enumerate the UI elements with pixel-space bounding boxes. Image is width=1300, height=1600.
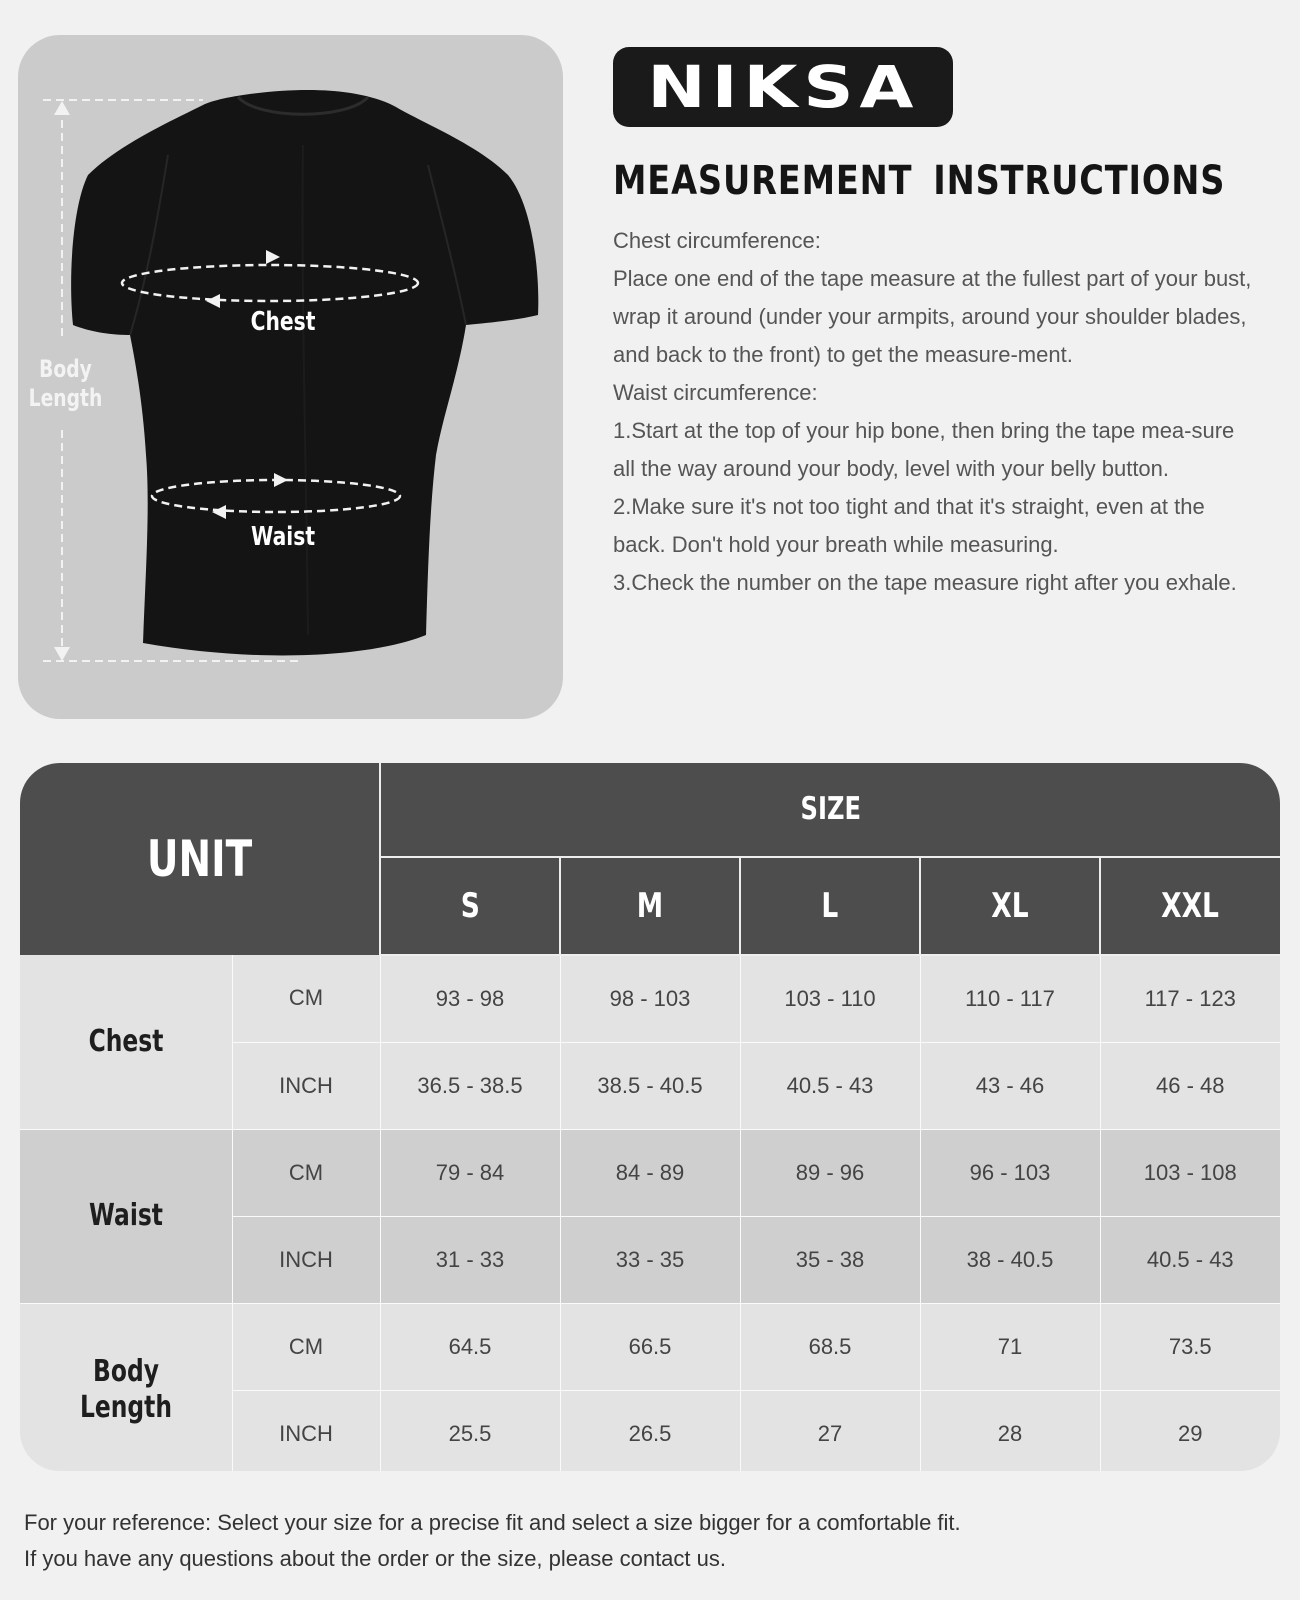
table-cell: 64.5 [380,1303,560,1390]
unit-cell: CM [232,1129,380,1216]
body-length-label-line2: Length [28,383,103,412]
table-cell: 27 [740,1390,920,1471]
table-cell: 68.5 [740,1303,920,1390]
table-cell: 46 - 48 [1100,1042,1280,1129]
table-cell: 26.5 [560,1390,740,1471]
product-photo-panel [18,35,563,719]
table-cell: 73.5 [1100,1303,1280,1390]
instruction-line: 1.Start at the top of your hip bone, then bring the tape mea-sure all the way around your body, level with your belly button. [613,418,1235,481]
table-cell: 43 - 46 [920,1042,1100,1129]
brand-logo [613,47,953,127]
table-cell: 31 - 33 [380,1216,560,1303]
size-column-header: M [560,857,740,955]
table-cell: 98 - 103 [560,955,740,1042]
table-cell: 29 [1100,1390,1280,1471]
table-cell: 96 - 103 [920,1129,1100,1216]
table-row [20,955,1280,1042]
size-column-header: XXL [1100,857,1280,955]
size-column-header: S [380,857,560,955]
table-cell: 103 - 110 [740,955,920,1042]
table-cell: 28 [920,1390,1100,1471]
table-cell: 110 - 117 [920,955,1100,1042]
unit-cell: INCH [232,1216,380,1303]
table-cell: 40.5 - 43 [740,1042,920,1129]
table-row [20,1129,1280,1216]
instruction-line: Chest circumference: [613,228,821,253]
arrow-up-icon [54,101,70,115]
footer-note [24,1505,961,1577]
table-cell: 25.5 [380,1390,560,1471]
table-cell: 71 [920,1303,1100,1390]
instruction-line: 3.Check the number on the tape measure right after you exhale. [613,570,1237,595]
unit-header: UNIT [20,763,380,955]
body-length-label [28,355,102,413]
table-cell: 84 - 89 [560,1129,740,1216]
table-cell: 89 - 96 [740,1129,920,1216]
size-column-header: XL [920,857,1100,955]
size-column-header: L [740,857,920,955]
brand-logo-text: NIKSA [646,53,920,121]
unit-cell: INCH [232,1390,380,1471]
table-cell: 103 - 108 [1100,1129,1280,1216]
table-cell: 38 - 40.5 [920,1216,1100,1303]
footer-line: If you have any questions about the order or the size, please contact us. [24,1546,726,1571]
table-cell: 40.5 - 43 [1100,1216,1280,1303]
instructions-heading: MEASUREMENT INSTRUCTIONS [613,158,1226,204]
category-waist: Waist [20,1129,232,1303]
category-chest: Chest [20,955,232,1129]
table-row [20,1303,1280,1390]
table-cell: 36.5 - 38.5 [380,1042,560,1129]
instruction-line: 2.Make sure it's not too tight and that it's straight, even at the back. Don't hold your breath while measuring. [613,494,1205,557]
instructions-text [613,222,1253,602]
unit-cell: CM [232,955,380,1042]
chest-label: Chest [250,307,316,337]
table-cell: 35 - 38 [740,1216,920,1303]
table-cell: 38.5 - 40.5 [560,1042,740,1129]
waist-label: Waist [250,522,316,552]
instruction-line: Place one end of the tape measure at the fullest part of your bust, wrap it around (under your armpits, around your shoulder blades, and back to the front) to get the measure-ment. [613,266,1252,367]
instruction-line: Waist circumference: [613,380,818,405]
table-cell: 93 - 98 [380,955,560,1042]
unit-cell: INCH [232,1042,380,1129]
body-length-label-line1: Body [39,355,92,383]
size-header: SIZE [380,763,1280,857]
arrow-down-icon [54,647,70,661]
table-cell: 117 - 123 [1100,955,1280,1042]
category-body-length: Body Length [20,1303,232,1471]
unit-cell: CM [232,1303,380,1390]
size-chart-table [20,763,1280,1471]
table-cell: 79 - 84 [380,1129,560,1216]
table-cell: 33 - 35 [560,1216,740,1303]
table-cell: 66.5 [560,1303,740,1390]
footer-line: For your reference: Select your size for a precise fit and select a size bigger for a comfortable fit. [24,1510,961,1535]
